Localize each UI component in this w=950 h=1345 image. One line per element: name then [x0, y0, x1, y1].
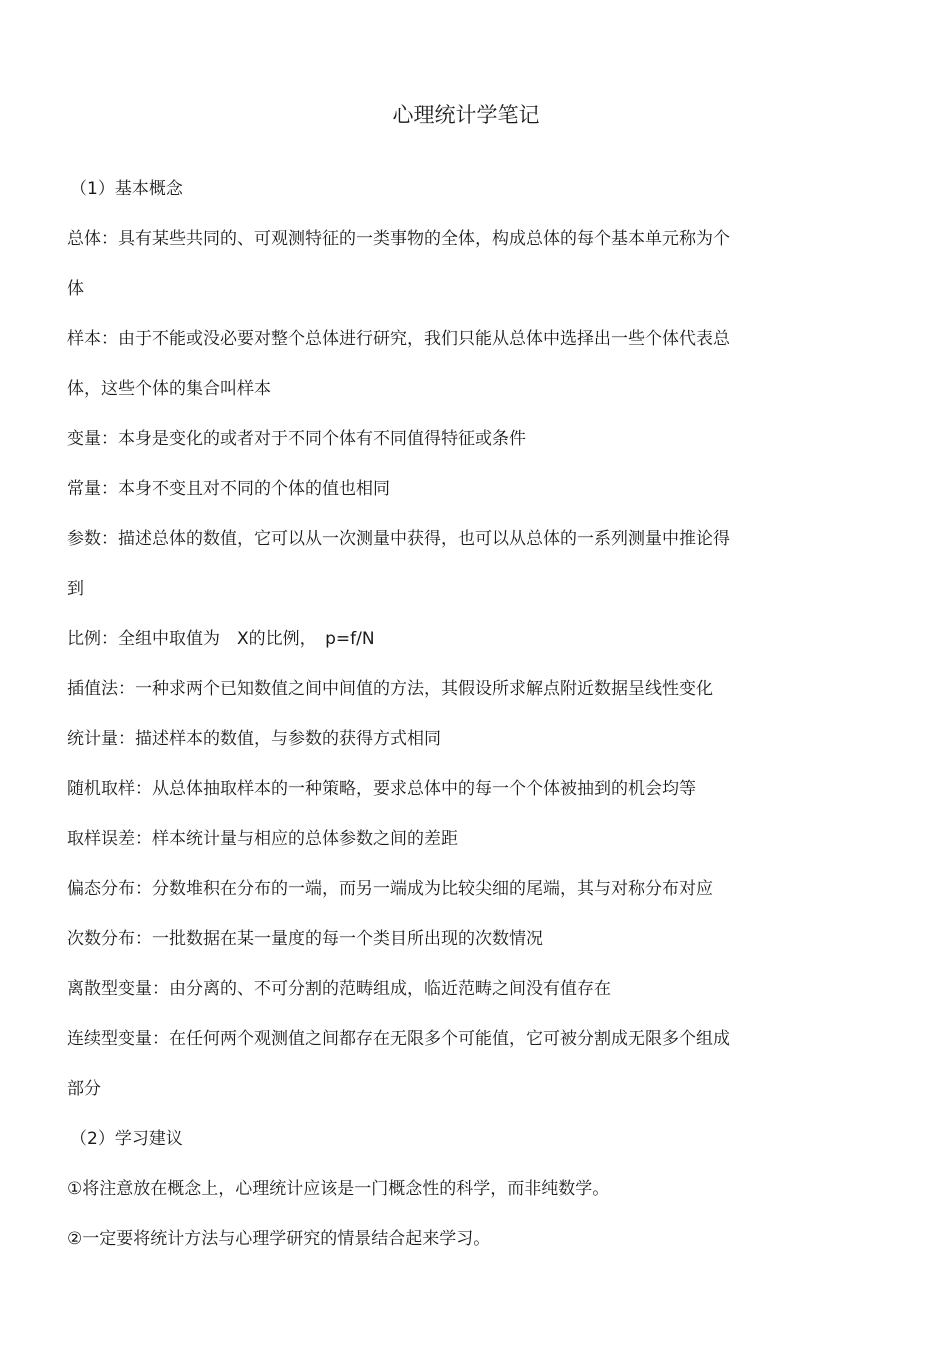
- paragraph-line: 离散型变量：由分离的、不可分割的范畴组成，临近范畴之间没有值存在: [67, 979, 611, 999]
- paragraph-line: 常量：本身不变且对不同的个体的值也相同: [67, 479, 390, 499]
- advice-item: ②一定要将统计方法与心理学研究的情景结合起来学习。: [67, 1229, 491, 1249]
- document-body: [67, 164, 827, 1264]
- page-title: 心理统计学笔记: [392, 103, 540, 127]
- paragraph-line: 到: [67, 579, 84, 599]
- advice-item: ①将注意放在概念上，心理统计应该是一门概念性的科学，而非纯数学。: [67, 1179, 610, 1199]
- paragraph-line: 参数：描述总体的数值，它可以从一次测量中获得，也可以从总体的一系列测量中推论得: [67, 529, 730, 549]
- paragraph-line: 体: [67, 279, 84, 299]
- paragraph-line: 偏态分布：分数堆积在分布的一端，而另一端成为比较尖细的尾端，其与对称分布对应: [67, 879, 713, 899]
- paragraph-line: 连续型变量：在任何两个观测值之间都存在无限多个可能值，它可被分割成无限多个组成: [67, 1029, 730, 1049]
- section-heading-basic-concepts: （1）基本概念: [70, 179, 183, 199]
- paragraph-line: 次数分布：一批数据在某一量度的每一个类目所出现的次数情况: [67, 929, 543, 949]
- paragraph-line: 插值法：一种求两个已知数值之间中间值的方法，其假设所求解点附近数据呈线性变化: [67, 679, 713, 699]
- paragraph-line: 样本：由于不能或没必要对整个总体进行研究，我们只能从总体中选择出一些个体代表总: [67, 329, 730, 349]
- section-heading-study-advice: （2）学习建议: [70, 1129, 183, 1149]
- paragraph-line: 比例：全组中取值为 X的比例， p=f/N: [67, 629, 375, 649]
- paragraph-line: 随机取样：从总体抽取样本的一种策略，要求总体中的每一个个体被抽到的机会均等: [67, 779, 696, 799]
- paragraph-line: 部分: [67, 1079, 101, 1099]
- paragraph-line: 取样误差：样本统计量与相应的总体参数之间的差距: [67, 829, 458, 849]
- paragraph-line: 变量：本身是变化的或者对于不同个体有不同值得特征或条件: [67, 429, 526, 449]
- paragraph-line: 总体：具有某些共同的、可观测特征的一类事物的全体，构成总体的每个基本单元称为个: [67, 229, 730, 249]
- paragraph-line: 体，这些个体的集合叫样本: [67, 379, 271, 399]
- paragraph-line: 统计量：描述样本的数值，与参数的获得方式相同: [67, 729, 441, 749]
